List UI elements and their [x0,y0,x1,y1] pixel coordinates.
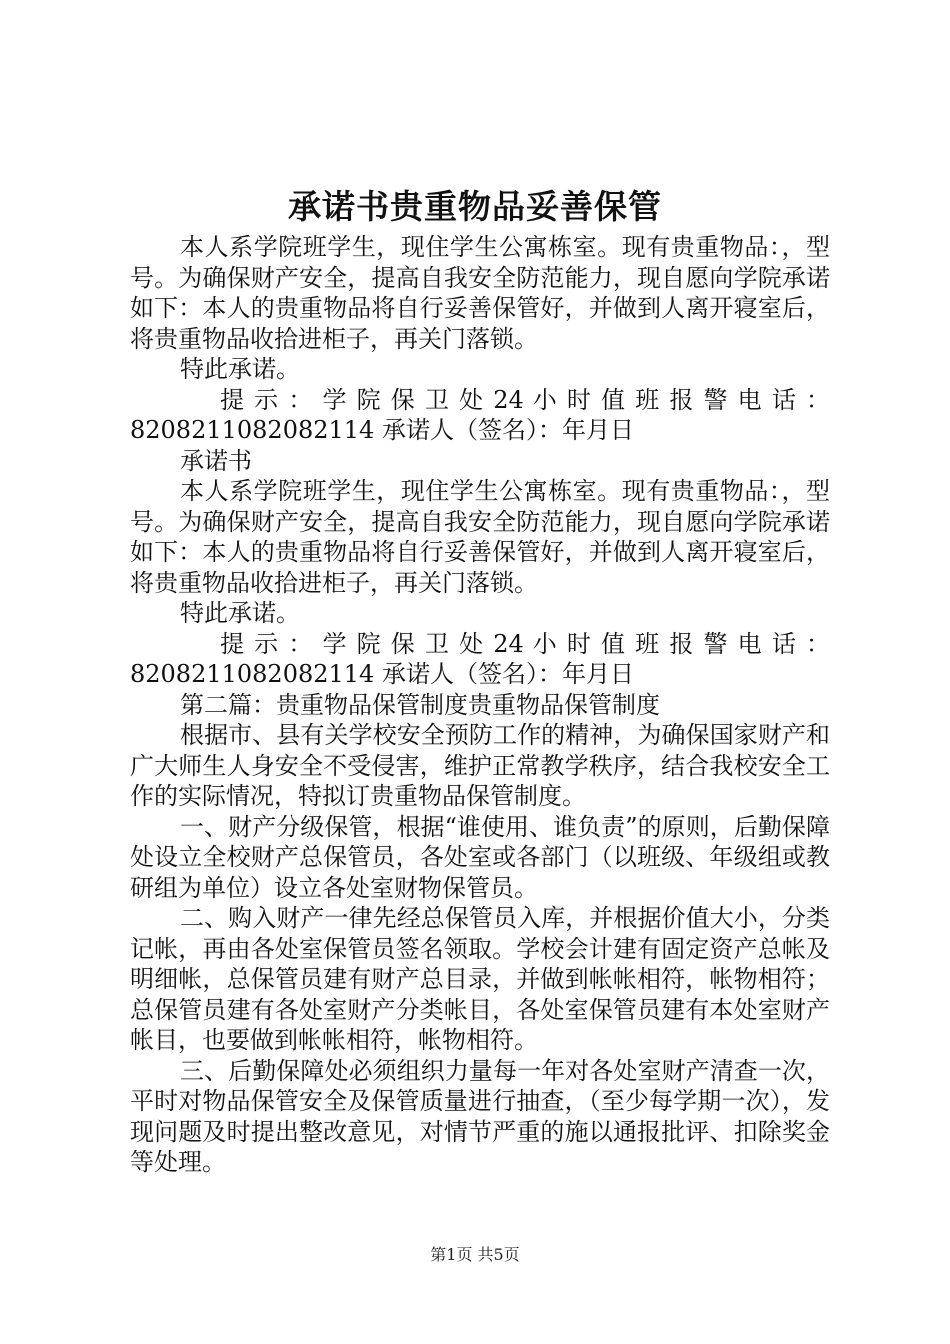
document-body [130,232,830,1178]
paragraph-rule-2: 二、购入财产一律先经总保管员入库，并根据价值大小，分类记帐，再由各处室保管员签名领取。学校会计建有固定资产总帐及明细帐，总保管员建有财产总目录，并做到帐帐相符，帐物相符；总保管员建有各处室财产分类帐目，各处室保管员建有本处室财产帐目，也要做到帐帐相符，帐物相符。 [130,904,830,1054]
paragraph-hereby-1: 特此承诺。 [180,355,300,383]
paragraph-rule-3: 三、后勤保障处必须组织力量每一年对各处室财产清查一次，平时对物品保管安全及保管质量进行抽查，（至少每学期一次），发现问题及时提出整改意见，对情节严重的施以通报批评、扣除奖金等处理。 [130,1056,830,1176]
paragraph-hereby-2: 特此承诺。 [180,599,300,627]
paragraph-tip-2: 提 示 ： 学 院 保 卫 处 24 小 时 值 班 报 警 电 话 ： [220,629,830,658]
paragraph-signature-2: 8208211082082114 承诺人（签名）：年月日 [130,660,634,688]
paragraph-pledge-1: 本人系学院班学生，现住学生公寓栋室。现有贵重物品：，型号。为确保财产安全，提高自我安全防范能力，现自愿向学院承诺如下：本人的贵重物品将自行妥善保管好，并做到人离开寝室后，将贵重物品收拾进柜子，再关门落锁。 [130,233,830,353]
paragraph-signature-1: 8208211082082114 承诺人（签名）：年月日 [130,416,634,444]
section-heading-pledge: 承诺书 [180,446,252,475]
paragraph-intro: 根据市、县有关学校安全预防工作的精神，为确保国家财产和广大师生人身安全不受侵害，维护正常教学秩序，结合我校安全工作的实际情况，特拟订贵重物品保管制度。 [130,721,830,810]
page-footer: 第1页 共5页 [430,1245,520,1264]
section-heading-chapter-2: 第二篇：贵重物品保管制度贵重物品保管制度 [180,690,660,719]
paragraph-pledge-2: 本人系学院班学生，现住学生公寓栋室。现有贵重物品：，型号。为确保财产安全，提高自我安全防范能力，现自愿向学院承诺如下：本人的贵重物品将自行妥善保管好，并做到人离开寝室后，将贵重物品收拾进柜子，再关门落锁。 [130,477,830,597]
document-title: 承诺书贵重物品妥善保管 [288,187,662,226]
paragraph-rule-1: 一、财产分级保管，根据“谁使用、谁负责”的原则，后勤保障处设立全校财产总保管员，各处室或各部门（以班级、年级组或教研组为单位）设立各处室财物保管员。 [130,812,830,902]
paragraph-tip-1: 提 示 ： 学 院 保 卫 处 24 小 时 值 班 报 警 电 话 ： [220,385,830,414]
